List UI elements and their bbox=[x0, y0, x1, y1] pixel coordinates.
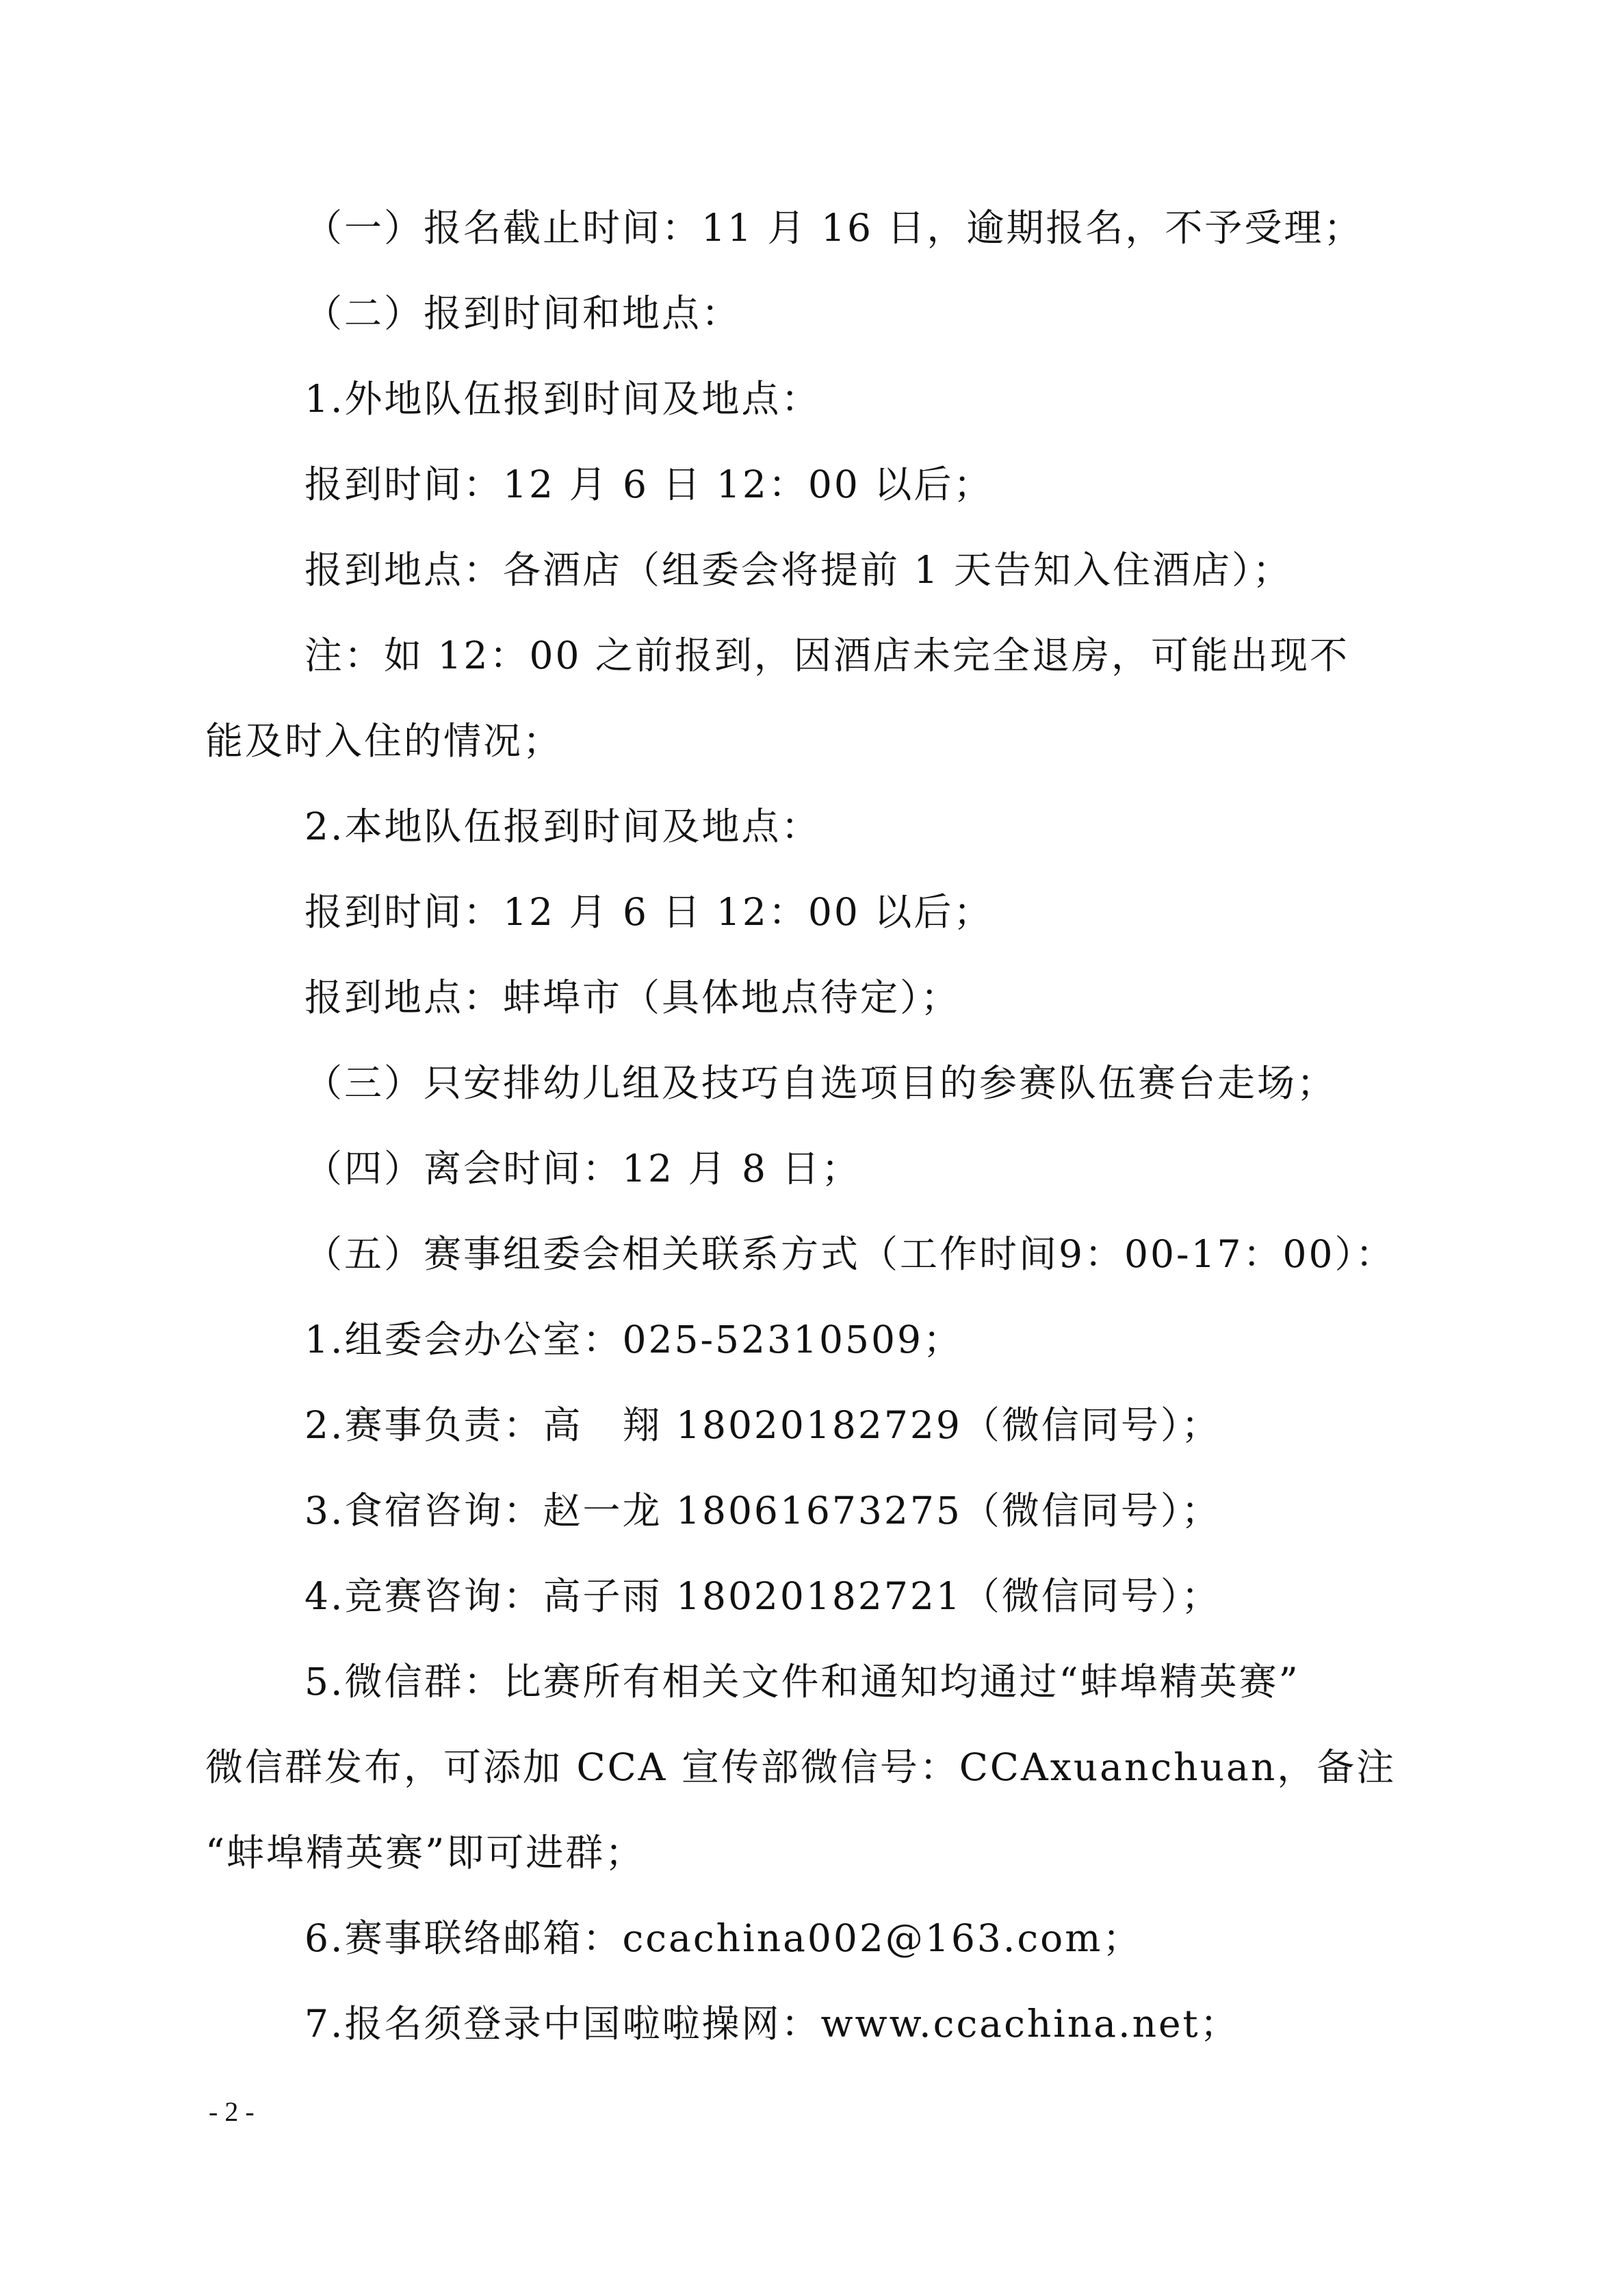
text-line: （四）离会时间：12 月 8 日； bbox=[304, 1147, 861, 1190]
text-line: 微信群发布，可添加 CCA 宣传部微信号：CCAxuanchuan，备注 bbox=[205, 1745, 1397, 1789]
text-line: 3.食宿咨询：赵一龙 18061673275（微信同号）； bbox=[304, 1489, 1221, 1532]
page-number: - 2 - bbox=[209, 2096, 255, 2127]
text-line: （三）只安排幼儿组及技巧自选项目的参赛队伍赛台走场； bbox=[304, 1061, 1337, 1105]
text-line: 4.竞赛咨询：高子雨 18020182721（微信同号）； bbox=[304, 1574, 1221, 1618]
text-line: “蚌埠精英赛”即可进群； bbox=[205, 1831, 645, 1875]
text-line: （二）报到时间和地点： bbox=[304, 291, 742, 335]
text-line: 1.组委会办公室：025-52310509； bbox=[304, 1318, 963, 1361]
text-line: 注：如 12：00 之前报到，因酒店未完全退房，可能出现不 bbox=[304, 634, 1349, 677]
text-line: 7.报名须登录中国啦啦操网：www.ccachina.net； bbox=[304, 2002, 1240, 2046]
text-line: （五）赛事组委会相关联系方式（工作时间9：00-17：00）： bbox=[304, 1232, 1396, 1276]
text-line: （一）报名截止时间：11 月 16 日，逾期报名，不予受理； bbox=[304, 206, 1364, 250]
text-line: 1.外地队伍报到时间及地点： bbox=[304, 377, 821, 421]
text-line: 能及时入住的情况； bbox=[205, 719, 563, 763]
text-line: 2.赛事负责：高 翔 18020182729（微信同号）； bbox=[304, 1403, 1221, 1447]
text-line: 2.本地队伍报到时间及地点： bbox=[304, 805, 821, 848]
text-line: 报到地点：蚌埠市（具体地点待定）； bbox=[304, 976, 961, 1019]
text-line: 6.赛事联络邮箱：ccachina002@163.com； bbox=[304, 1916, 1143, 1960]
text-line: 报到时间：12 月 6 日 12：00 以后； bbox=[304, 890, 994, 934]
text-line: 报到地点：各酒店（组委会将提前 1 天告知入住酒店）； bbox=[304, 548, 1293, 592]
text-line: 5.微信群：比赛所有相关文件和通知均通过“蚌埠精英赛” bbox=[304, 1660, 1300, 1704]
text-line: 报到时间：12 月 6 日 12：00 以后； bbox=[304, 462, 994, 506]
